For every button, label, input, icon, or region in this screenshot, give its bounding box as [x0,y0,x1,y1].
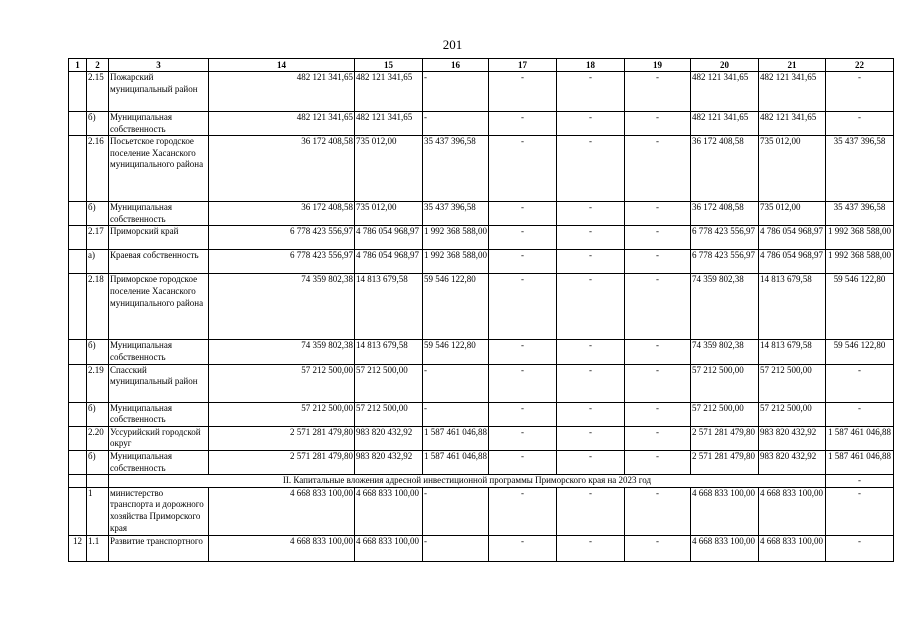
cell-c1 [69,487,87,535]
cell-c1 [69,72,87,112]
col-header: 19 [625,59,691,72]
cell-c19: - [625,450,691,474]
cell-c17: - [489,340,557,364]
header-row [69,59,894,72]
cell-c17: - [489,136,557,202]
col-header: 1 [69,59,87,72]
cell-c3: Посьетское городское поселение Хасанского муниципального района [109,136,209,202]
cell-c3: Краевая собственность [109,250,209,274]
table-row [69,274,894,340]
cell-c2: б) [87,202,109,226]
cell-c19: - [625,426,691,450]
cell-c14: 482 121 341,65 [209,72,355,112]
cell-c17: - [489,426,557,450]
cell-c15: 4 786 054 968,97 [355,226,423,250]
cell-c14: 2 571 281 479,80 [209,426,355,450]
cell-c2: 1 [87,487,109,535]
cell-c22: - [826,535,894,561]
section-row [69,475,894,488]
col-header: 3 [109,59,209,72]
cell-c1 [69,202,87,226]
cell-c17: - [489,535,557,561]
cell-c18: - [557,72,625,112]
cell-c2: б) [87,340,109,364]
cell-c3: Муниципальная собственность [109,450,209,474]
cell-c2: 2.15 [87,72,109,112]
cell-c16: - [423,402,489,426]
cell-c17: - [489,487,557,535]
cell-c19: - [625,112,691,136]
cell-c16: 1 587 461 046,88 [423,450,489,474]
cell-c19: - [625,402,691,426]
cell-c15: 57 212 500,00 [355,364,423,402]
cell-c16: 59 546 122,80 [423,340,489,364]
cell-c16: - [423,112,489,136]
cell-c14: 2 571 281 479,80 [209,450,355,474]
table-row [69,202,894,226]
cell-c16: - [423,364,489,402]
cell-c15: 4 668 833 100,00 [355,487,423,535]
table-row [69,487,894,535]
cell-c17: - [489,226,557,250]
col-header: 22 [826,59,894,72]
cell-c1 [69,274,87,340]
col-header: 20 [691,59,759,72]
cell-c19: - [625,487,691,535]
cell-c20: 2 571 281 479,80 [691,450,759,474]
cell-c1 [69,340,87,364]
cell-c14: 36 172 408,58 [209,136,355,202]
cell-c18: - [557,364,625,402]
cell-c20: 36 172 408,58 [691,136,759,202]
cell-c20: 6 778 423 556,97 [691,250,759,274]
cell-c19: - [625,226,691,250]
cell-c20: 2 571 281 479,80 [691,426,759,450]
cell-c14: 4 668 833 100,00 [209,487,355,535]
cell-c22: 1 587 461 046,88 [826,426,894,450]
cell-c21: 482 121 341,65 [759,112,826,136]
cell-c21: 57 212 500,00 [759,402,826,426]
cell-c18: - [557,136,625,202]
cell-c15: 735 012,00 [355,202,423,226]
cell-c16: 1 587 461 046,88 [423,426,489,450]
table-row [69,226,894,250]
cell-c20: 36 172 408,58 [691,202,759,226]
cell-c16: 35 437 396,58 [423,202,489,226]
cell-c14: 4 668 833 100,00 [209,535,355,561]
cell-c22: - [826,487,894,535]
cell-c1 [69,226,87,250]
cell-c21: 4 786 054 968,97 [759,226,826,250]
cell-c17: - [489,72,557,112]
cell-c15: 14 813 679,58 [355,340,423,364]
col-header: 16 [423,59,489,72]
cell-c20: 74 359 802,38 [691,274,759,340]
cell-c18: - [557,274,625,340]
cell-c3: Приморский край [109,226,209,250]
cell-c21: 4 668 833 100,00 [759,487,826,535]
table-row [69,426,894,450]
cell-c15: 983 820 432,92 [355,450,423,474]
cell-c16: - [423,535,489,561]
table-row [69,340,894,364]
cell-c18: - [557,250,625,274]
cell-c2: 2.17 [87,226,109,250]
cell-c17: - [489,402,557,426]
cell-c17: - [489,202,557,226]
col-header: 17 [489,59,557,72]
cell-c16: 35 437 396,58 [423,136,489,202]
cell-c16: 59 546 122,80 [423,274,489,340]
cell-c20: 6 778 423 556,97 [691,226,759,250]
cell-c21: 482 121 341,65 [759,72,826,112]
cell-c20: 74 359 802,38 [691,340,759,364]
cell-c15: 57 212 500,00 [355,402,423,426]
col-header: 15 [355,59,423,72]
cell-c18: - [557,450,625,474]
cell-c3: Спасский муниципальный район [109,364,209,402]
cell-c18: - [557,426,625,450]
table-row [69,112,894,136]
cell-c19: - [625,340,691,364]
cell-c21: 57 212 500,00 [759,364,826,402]
cell-c1: 12 [69,535,87,561]
table-row [69,402,894,426]
cell-c18: - [557,340,625,364]
cell-c2: б) [87,112,109,136]
cell-c2: 2.20 [87,426,109,450]
cell-c15: 4 668 833 100,00 [355,535,423,561]
cell-c3: Приморское городское поселение Хасанского муниципального района [109,274,209,340]
cell-c20: 4 668 833 100,00 [691,487,759,535]
cell-c3: Развитие транспортного [109,535,209,561]
cell-c14: 74 359 802,38 [209,340,355,364]
cell-c1 [69,250,87,274]
cell-c21: 983 820 432,92 [759,450,826,474]
cell-c19: - [625,250,691,274]
cell-c21: 4 786 054 968,97 [759,250,826,274]
cell-c15: 14 813 679,58 [355,274,423,340]
cell-c3: министерство транспорта и дорожного хозяйства Приморского края [109,487,209,535]
cell-c21: 14 813 679,58 [759,340,826,364]
section-title: II. Капитальные вложения адресной инвестиционной программы Приморского края на 2023 год [109,475,826,488]
cell-c14: 74 359 802,38 [209,274,355,340]
table-row [69,136,894,202]
cell-c22: - [826,364,894,402]
cell-c17: - [489,250,557,274]
cell-c3: Муниципальная собственность [109,202,209,226]
cell-c19: - [625,274,691,340]
cell-c19: - [625,72,691,112]
cell-c17: - [489,450,557,474]
cell-c15: 735 012,00 [355,136,423,202]
cell-c18: - [557,535,625,561]
cell-c22: - [826,72,894,112]
cell-c3: Муниципальная собственность [109,402,209,426]
cell-c21: 983 820 432,92 [759,426,826,450]
cell-empty [69,475,87,488]
cell-c14: 57 212 500,00 [209,402,355,426]
cell-c21: 735 012,00 [759,202,826,226]
cell-c22: 59 546 122,80 [826,340,894,364]
cell-c18: - [557,112,625,136]
cell-c18: - [557,226,625,250]
cell-c21: 735 012,00 [759,136,826,202]
cell-c15: 4 786 054 968,97 [355,250,423,274]
cell-c22: 35 437 396,58 [826,202,894,226]
table-row [69,535,894,561]
cell-c20: 57 212 500,00 [691,364,759,402]
cell-c22: 1 992 368 588,00 [826,250,894,274]
cell-c1 [69,112,87,136]
cell-c19: - [625,535,691,561]
cell-empty [87,475,109,488]
cell-c3: Пожарский муниципальный район [109,72,209,112]
cell-c15: 482 121 341,65 [355,112,423,136]
cell-c14: 6 778 423 556,97 [209,226,355,250]
cell-c16: - [423,487,489,535]
cell-c2: 2.19 [87,364,109,402]
cell-c21: 4 668 833 100,00 [759,535,826,561]
col-header: 18 [557,59,625,72]
cell-c22: - [826,402,894,426]
cell-c22: 1 587 461 046,88 [826,450,894,474]
table-row [69,72,894,112]
cell-c16: - [423,72,489,112]
page-number: 201 [442,37,463,52]
cell-c2: 1.1 [87,535,109,561]
cell-c1 [69,136,87,202]
cell-c19: - [625,202,691,226]
cell-c17: - [489,274,557,340]
table-row [69,450,894,474]
col-header: 2 [87,59,109,72]
cell-c2: а) [87,250,109,274]
cell-c2: 2.18 [87,274,109,340]
cell-c22: 59 546 122,80 [826,274,894,340]
budget-table [68,58,894,562]
cell-c22: 35 437 396,58 [826,136,894,202]
cell-c1 [69,402,87,426]
cell-c18: - [557,487,625,535]
cell-c16: 1 992 368 588,00 [423,250,489,274]
cell-c20: 482 121 341,65 [691,112,759,136]
cell-c3: Муниципальная собственность [109,340,209,364]
cell-c22: - [826,475,894,488]
cell-c3: Уссурийский городской округ [109,426,209,450]
cell-c2: б) [87,450,109,474]
cell-c1 [69,450,87,474]
cell-c14: 482 121 341,65 [209,112,355,136]
cell-c17: - [489,364,557,402]
table-row [69,364,894,402]
cell-c22: - [826,112,894,136]
cell-c22: 1 992 368 588,00 [826,226,894,250]
cell-c20: 482 121 341,65 [691,72,759,112]
col-header: 14 [209,59,355,72]
cell-c18: - [557,202,625,226]
cell-c19: - [625,136,691,202]
cell-c1 [69,426,87,450]
cell-c14: 6 778 423 556,97 [209,250,355,274]
cell-c2: 2.16 [87,136,109,202]
cell-c1 [69,364,87,402]
cell-c15: 983 820 432,92 [355,426,423,450]
cell-c15: 482 121 341,65 [355,72,423,112]
cell-c2: б) [87,402,109,426]
col-header: 21 [759,59,826,72]
cell-c17: - [489,112,557,136]
cell-c3: Муниципальная собственность [109,112,209,136]
cell-c18: - [557,402,625,426]
cell-c20: 4 668 833 100,00 [691,535,759,561]
cell-c16: 1 992 368 588,00 [423,226,489,250]
table-row [69,250,894,274]
cell-c14: 36 172 408,58 [209,202,355,226]
cell-c19: - [625,364,691,402]
cell-c21: 14 813 679,58 [759,274,826,340]
cell-c14: 57 212 500,00 [209,364,355,402]
cell-c20: 57 212 500,00 [691,402,759,426]
